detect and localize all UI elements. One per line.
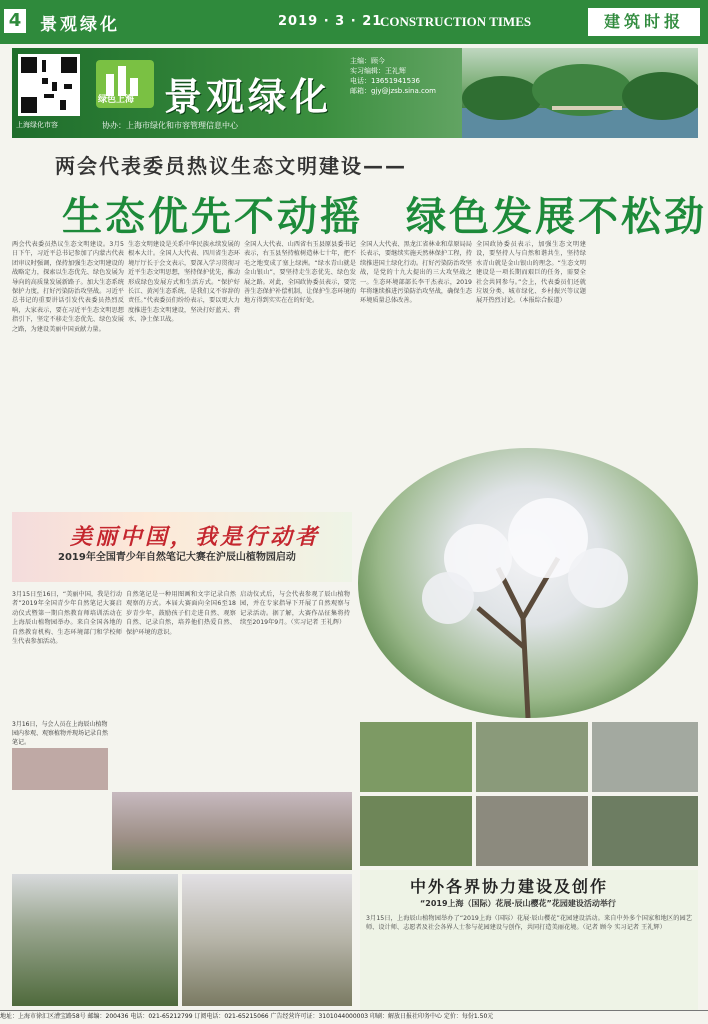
paper-logo: 建筑时报 [588, 8, 700, 36]
volunteers-photo-2 [476, 722, 588, 792]
garden-photo-left [12, 874, 178, 1006]
section-banner [12, 48, 698, 138]
section2-title: 中外各界协力建设及创作 [410, 877, 609, 896]
lead-column-4: 全国人大代表、黑龙江省林业和草原局局长表示，要继续实施天然林保护工程，持续推进国土绿化行动。打好污染防治攻坚战，是党的十九大提出的三大攻坚战之一。生态环境部部长李干杰表示，2019年将继续推进污染防治攻坚战，确保生态环境质量总体改善。 [360, 241, 472, 305]
landscape-illustration [462, 48, 698, 138]
feature-column-1: 3月15日至16日，“美丽中国，我是行动者”2019年全国青少年自然笔记大赛启动仪式暨第一期自然教育师培训活动在上海辰山植物园举办。来自全国各地的自然教育机构、生态环境部门和学校师生代表参加活动。 [12, 591, 122, 646]
issue-date: 2019 · 3 · 21 [278, 14, 383, 29]
lead-column-5: 全国政协委员表示，加强生态文明建设，要坚持人与自然和谐共生，坚持绿水青山就是金山银山的理念。“生态文明建设是一项长期而艰巨的任务，需要全社会共同参与。”会上，代表委员们还就垃圾分类、城市绿化、乡村振兴等议题展开热烈讨论。（本报综合报道） [476, 241, 586, 305]
editor-info: 主编：顾今 实习编辑：王礼辉 电话：13651941536 邮箱：gjy@jzsb.sina.com [350, 57, 436, 95]
section2-subtitle: “2019上海（国际）花展·辰山樱花”花园建设活动举行 [420, 899, 616, 908]
feature-subtitle: 2019年全国青少年自然笔记大赛在沪辰山植物园启动 [58, 552, 296, 563]
page-number: 4 [4, 9, 26, 33]
volunteers-photo-3 [592, 722, 698, 792]
lead-column-2: 生态文明建设是关系中华民族永续发展的根本大计。全国人大代表、四川省生态环境厅厅长于会文表示，要深入学习贯彻习近平生态文明思想，坚持保护优先，推动形成绿色发展方式和生活方式。“保护好长江、黄河生态系统，是我们义不容辞的责任。”代表委员们纷纷表示，要以更大力度推进生态文明建设，坚决打好蓝天、碧水、净土保卫战。 [128, 241, 240, 324]
people-photo-1 [12, 748, 108, 790]
lead-headline: 生态优先不动摇 绿色发展不松劲 [62, 194, 707, 240]
planting-photo-3 [592, 796, 698, 866]
green-shanghai-logo-text: 绿色上海 [98, 95, 135, 105]
feature-column-2: 自然笔记是一种用图画和文字记录自然观察的方式。本届大赛面向全国6至18岁青少年，鼓励孩子们走进自然、观察自然、记录自然，培养他们热爱自然、保护环境的意识。 [126, 591, 236, 636]
volunteers-photo-1 [360, 722, 472, 792]
tree-illustration [358, 448, 698, 718]
feature-photo-caption: 3月16日，与会人员在上海辰山植物园内参观、观察植物并现场记录自然笔记。 [12, 721, 108, 746]
planting-photo-2 [476, 796, 588, 866]
page-footer: 地址：上海市徐汇区漕宝路58号 邮编：200436 电话：021-65212799 订阅电话：021-65215066 广告经营许可证：3101044000003 印刷：解放日报社印务中心 定价：每份1.50元 [0, 1010, 708, 1024]
lead-column-1: 两会代表委员热议生态文明建设。3月5日下午，习近平总书记参加了内蒙古代表团审议时强调，保持加强生态文明建设的战略定力，探索以生态优先、绿色发展为导向的高质量发展新路子。加大生态系统保护力度，打好污染防治攻坚战。习近平总书记的重要讲话引发代表委员热烈反响，大家表示，要在习近平生态文明思想指引下，坚定不移走生态优先、绿色发展之路，为建设美丽中国贡献力量。 [12, 241, 124, 333]
banner-section-title: 景观绿化 [164, 75, 333, 119]
garden-panorama-photo [112, 792, 352, 870]
lead-kicker: 两会代表委员热议生态文明建设—— [55, 154, 407, 178]
banner-landscape-photo [462, 48, 698, 138]
cooperation-note: 协办：上海市绿化和市容管理信息中心 [102, 121, 238, 130]
paper-name: CONSTRUCTION TIMES [380, 14, 532, 29]
section-name: 景观绿化 [40, 15, 120, 35]
feature-column-3: 启动仪式后，与会代表参观了辰山植物园，并在专家指导下开展了自然观察与记录活动。据了解，大赛作品征集将持续至2019年9月。（实习记者 王礼辉） [240, 591, 350, 627]
qr-caption: 上海绿化市容 [16, 121, 58, 129]
lead-column-3: 全国人大代表、山西省右玉县原县委书记表示，右玉县坚持植树造林七十年，把不毛之地变成了塞上绿洲。“绿水青山就是金山银山”，要坚持走生态优先、绿色发展之路。对此，全国政协委员表示，要完善生态保护补偿机制，让保护生态环境的地方得到实实在在的好处。 [244, 241, 356, 305]
garden-photo-right [182, 874, 352, 1006]
section2-body: 3月15日，上海辰山植物园举办了“2019上海（国际）花展·辰山樱花”花园建设活动。来自中外多个国家和地区的园艺师、设计师、志愿者及社会各界人士参与花园建设与创作，共同打造美丽花境。（记者 顾今 实习记者 王礼辉） [366, 915, 692, 932]
planting-photo-1 [360, 796, 472, 866]
qr-code[interactable] [18, 54, 80, 116]
blossom-tree-photo [358, 448, 698, 718]
feature-title: 美丽中国，我是行动者 [70, 525, 321, 550]
